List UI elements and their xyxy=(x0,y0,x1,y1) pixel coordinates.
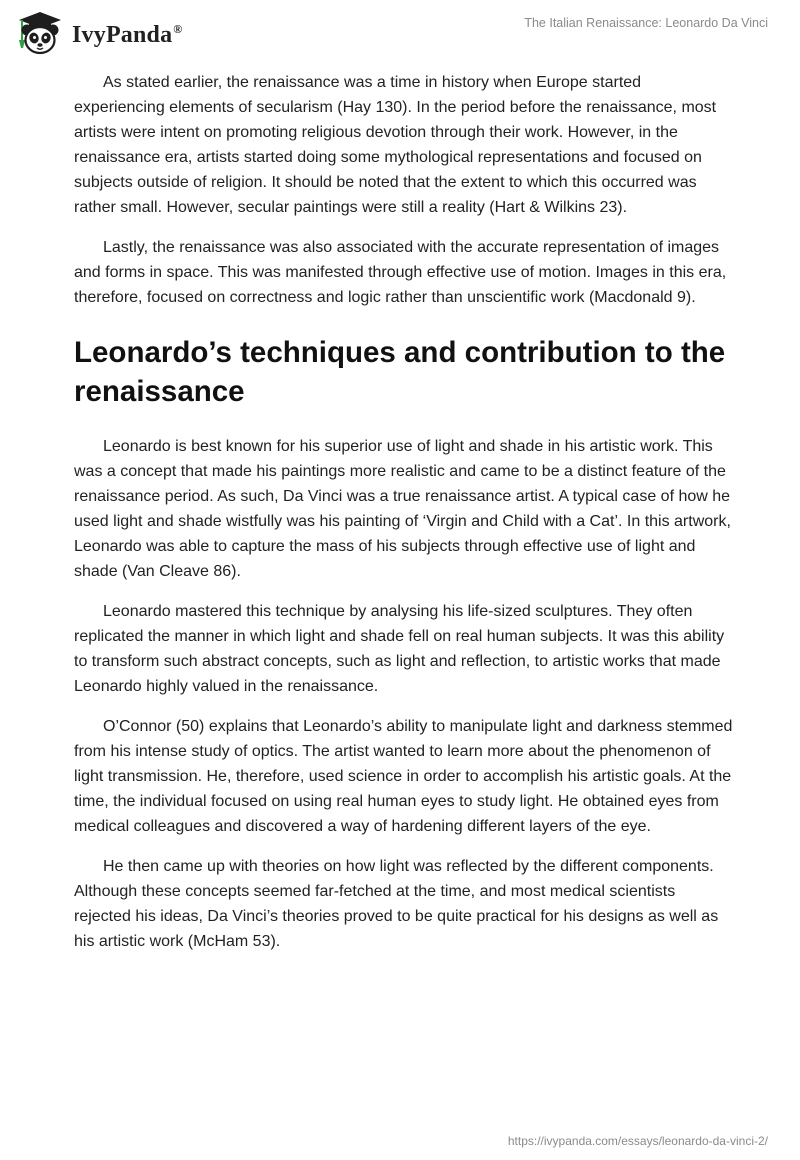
section-heading: Leonardo’s techniques and contribution to the renaissance xyxy=(74,336,726,408)
paragraph-sculptures: Leonardo mastered this technique by analysing his life-sized sculptures. They often replicated the manner in which light and shade fell on real human subjects. It was this ability to transform such abstract concepts, such as light and reflection, to artistic works that made Leonardo highly valued in the renaissance. xyxy=(74,603,725,695)
page-header xyxy=(0,0,800,70)
footer-source-url[interactable]: https://ivypanda.com/essays/leonardo-da-vinci-2/ xyxy=(507,1134,768,1148)
paragraph-light-shade: Leonardo is best known for his superior use of light and shade in his artistic work. This was a concept that made his paintings more realistic and came to be a distinct feature of the renaissance period. As such, Da Vinci was a true renaissance artist. A typical case of how he used light and shade wistfully was his painting of ‘Virgin and Child with a Cat’. In this artwork, Leonardo was able to capture the mass of his subjects through effective use of light and shade (Van Cleave 86). xyxy=(74,438,731,580)
essay-body xyxy=(74,70,734,969)
paragraph-secularism: As stated earlier, the renaissance was a time in history when Europe started experiencing elements of secularism (Hay 130). In the period before the renaissance, most artists were intent on promoting religious devotion through their work. However, in the renaissance era, artists started doing some mythological representations and focused on subjects outside of religion. It should be noted that the extent to which this occurred was rather small. However, secular paintings were still a reality (Hart & Wilkins 23). xyxy=(74,74,717,216)
paragraph-representation: Lastly, the renaissance was also associated with the accurate representation of images and forms in space. This was manifested through effective use of motion. Images in this era, therefore, focused on correctness and logic rather than unscientific work (Macdonald 9). xyxy=(74,239,727,306)
document-title: The Italian Renaissance: Leonardo Da Vinci xyxy=(524,16,768,30)
panda-graduate-logo-icon xyxy=(14,10,66,56)
brand-logo[interactable] xyxy=(14,10,182,56)
paragraph-optics: O’Connor (50) explains that Leonardo’s ability to manipulate light and darkness stemmed from his intense study of optics. The artist wanted to learn more about the phenomenon of light transmission. He, therefore, used science in order to accomplish his artistic goals. At the time, the individual focused on using real human eyes to study light. He obtained eyes from medical colleagues and discovered a way of hardening different layers of the eye. xyxy=(74,718,733,835)
registered-mark: ® xyxy=(173,21,183,36)
paragraph-theories: He then came up with theories on how light was reflected by the different components. Although these concepts seemed far-fetched at the time, and most medical scientists rejected his ideas, Da Vinci’s theories proved to be quite practical for his designs as well as his artistic work (McHam 53). xyxy=(74,858,719,950)
brand-name: IvyPanda® xyxy=(72,21,183,48)
